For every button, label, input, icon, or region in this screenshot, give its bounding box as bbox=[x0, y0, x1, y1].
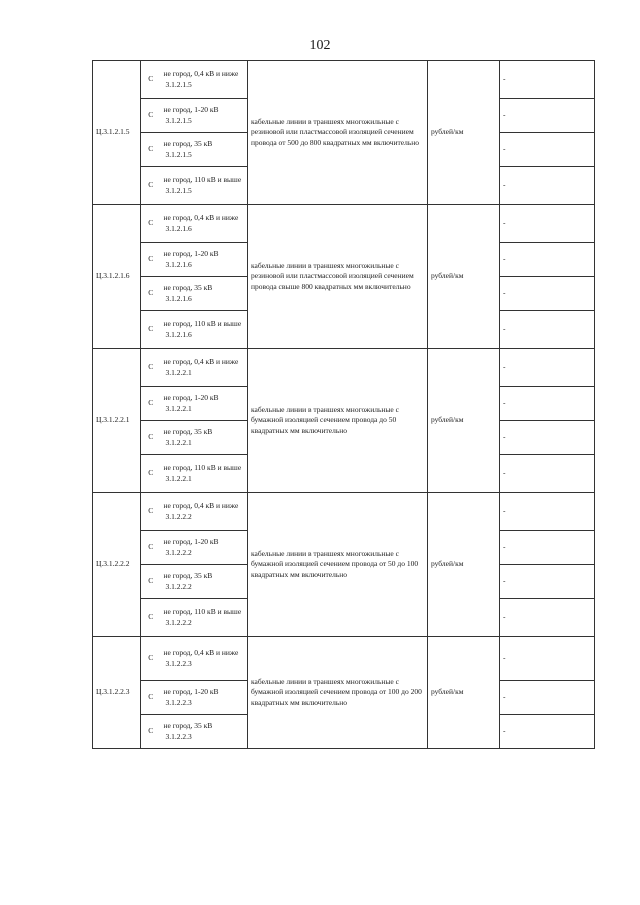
unit-of-measure: рублей/км bbox=[428, 637, 500, 749]
rate-value: - bbox=[500, 99, 595, 133]
voltage-cell bbox=[161, 243, 248, 277]
section-reference: 3.1.2.1.5 bbox=[165, 79, 192, 89]
rate-value: - bbox=[500, 133, 595, 167]
voltage-label: не город, 35 кВ bbox=[163, 283, 213, 293]
voltage-cell bbox=[161, 99, 248, 133]
rate-value: - bbox=[500, 599, 595, 637]
voltage-cell bbox=[161, 565, 248, 599]
section-reference: 3.1.2.2.2 bbox=[165, 581, 192, 591]
rate-value: - bbox=[500, 243, 595, 277]
section-reference: 3.1.2.2.1 bbox=[165, 367, 192, 377]
voltage-cell bbox=[161, 349, 248, 387]
rate-value: - bbox=[500, 311, 595, 349]
rate-value: - bbox=[500, 167, 595, 205]
voltage-cell bbox=[161, 599, 248, 637]
tariff-table bbox=[92, 60, 595, 749]
rate-value: - bbox=[500, 493, 595, 531]
table-row bbox=[93, 493, 595, 531]
voltage-cell bbox=[161, 681, 248, 715]
section-reference: 3.1.2.1.5 bbox=[165, 115, 192, 125]
voltage-label: не город, 110 кВ и выше bbox=[163, 175, 242, 185]
page-number: 102 bbox=[309, 38, 331, 53]
unit-of-measure: рублей/км bbox=[428, 493, 500, 637]
voltage-label: не город, 0,4 кВ и ниже bbox=[163, 357, 239, 367]
unit-of-measure: рублей/км bbox=[428, 61, 500, 205]
voltage-label: не город, 110 кВ и выше bbox=[163, 607, 242, 617]
unit-of-measure: рублей/км bbox=[428, 349, 500, 493]
unit-of-measure: рублей/км bbox=[428, 205, 500, 349]
category-letter: С bbox=[141, 387, 161, 421]
cable-description: кабельные линии в траншеях многожильные с бумажной изоляцией сечением провода от 50 до 100 квадратных мм включительно bbox=[248, 493, 428, 637]
category-letter: С bbox=[141, 421, 161, 455]
rate-value: - bbox=[500, 61, 595, 99]
category-letter: С bbox=[141, 99, 161, 133]
section-reference: 3.1.2.2.2 bbox=[165, 511, 192, 521]
voltage-label: не город, 1-20 кВ bbox=[163, 537, 219, 547]
cable-description: кабельные линии в траншеях многожильные с бумажной изоляцией сечением провода до 50 квадратных мм включительно bbox=[248, 349, 428, 493]
rate-value: - bbox=[500, 455, 595, 493]
section-reference: 3.1.2.2.3 bbox=[165, 697, 192, 707]
section-reference: 3.1.2.1.6 bbox=[165, 329, 192, 339]
section-reference: 3.1.2.2.3 bbox=[165, 658, 192, 668]
category-letter: С bbox=[141, 493, 161, 531]
item-code: Ц.3.1.2.2.2 bbox=[93, 493, 141, 637]
voltage-label: не город, 0,4 кВ и ниже bbox=[163, 69, 239, 79]
category-letter: С bbox=[141, 133, 161, 167]
voltage-label: не город, 0,4 кВ и ниже bbox=[163, 213, 239, 223]
category-letter: С bbox=[141, 205, 161, 243]
voltage-cell bbox=[161, 531, 248, 565]
rate-value: - bbox=[500, 715, 595, 749]
rate-value: - bbox=[500, 277, 595, 311]
item-code: Ц.3.1.2.1.5 bbox=[93, 61, 141, 205]
voltage-cell bbox=[161, 637, 248, 681]
voltage-label: не город, 35 кВ bbox=[163, 139, 213, 149]
voltage-cell bbox=[161, 311, 248, 349]
section-reference: 3.1.2.2.2 bbox=[165, 547, 192, 557]
table-row bbox=[93, 205, 595, 243]
rate-value: - bbox=[500, 421, 595, 455]
voltage-cell bbox=[161, 205, 248, 243]
voltage-label: не город, 1-20 кВ bbox=[163, 687, 219, 697]
category-letter: С bbox=[141, 61, 161, 99]
category-letter: С bbox=[141, 349, 161, 387]
category-letter: С bbox=[141, 599, 161, 637]
rate-value: - bbox=[500, 349, 595, 387]
voltage-label: не город, 0,4 кВ и ниже bbox=[163, 501, 239, 511]
voltage-cell bbox=[161, 387, 248, 421]
rate-value: - bbox=[500, 387, 595, 421]
section-reference: 3.1.2.1.6 bbox=[165, 293, 192, 303]
rate-value: - bbox=[500, 681, 595, 715]
tariff-table-body bbox=[93, 61, 595, 749]
voltage-label: не город, 1-20 кВ bbox=[163, 249, 219, 259]
category-letter: С bbox=[141, 243, 161, 277]
category-letter: С bbox=[141, 531, 161, 565]
voltage-label: не город, 1-20 кВ bbox=[163, 393, 219, 403]
voltage-label: не город, 35 кВ bbox=[163, 427, 213, 437]
voltage-cell bbox=[161, 61, 248, 99]
item-code: Ц.3.1.2.2.1 bbox=[93, 349, 141, 493]
section-reference: 3.1.2.1.6 bbox=[165, 223, 192, 233]
voltage-label: не город, 110 кВ и выше bbox=[163, 319, 242, 329]
table-row bbox=[93, 637, 595, 681]
cable-description: кабельные линии в траншеях многожильные с резиновой или пластмассовой изоляцией сечением провода свыше 800 квадратных мм включительно bbox=[248, 205, 428, 349]
category-letter: С bbox=[141, 455, 161, 493]
rate-value: - bbox=[500, 205, 595, 243]
rate-value: - bbox=[500, 565, 595, 599]
section-reference: 3.1.2.2.1 bbox=[165, 437, 192, 447]
item-code: Ц.3.1.2.2.3 bbox=[93, 637, 141, 749]
category-letter: С bbox=[141, 277, 161, 311]
category-letter: С bbox=[141, 637, 161, 681]
voltage-label: не город, 0,4 кВ и ниже bbox=[163, 648, 239, 658]
section-reference: 3.1.2.1.6 bbox=[165, 259, 192, 269]
section-reference: 3.1.2.1.5 bbox=[165, 185, 192, 195]
section-reference: 3.1.2.2.3 bbox=[165, 731, 192, 741]
cable-description: кабельные линии в траншеях многожильные с бумажной изоляцией сечением провода от 100 до 200 квадратных мм включительно bbox=[248, 637, 428, 749]
rate-value: - bbox=[500, 531, 595, 565]
voltage-cell bbox=[161, 493, 248, 531]
voltage-cell bbox=[161, 167, 248, 205]
voltage-cell bbox=[161, 715, 248, 749]
category-letter: С bbox=[141, 565, 161, 599]
category-letter: С bbox=[141, 311, 161, 349]
category-letter: С bbox=[141, 167, 161, 205]
item-code: Ц.3.1.2.1.6 bbox=[93, 205, 141, 349]
section-reference: 3.1.2.2.2 bbox=[165, 617, 192, 627]
cable-description: кабельные линии в траншеях многожильные с резиновой или пластмассовой изоляцией сечением провода от 500 до 800 квадратных мм включительно bbox=[248, 61, 428, 205]
voltage-label: не город, 35 кВ bbox=[163, 721, 213, 731]
table-row bbox=[93, 61, 595, 99]
voltage-cell bbox=[161, 421, 248, 455]
table-row bbox=[93, 349, 595, 387]
section-reference: 3.1.2.2.1 bbox=[165, 403, 192, 413]
voltage-cell bbox=[161, 455, 248, 493]
voltage-label: не город, 35 кВ bbox=[163, 571, 213, 581]
rate-value: - bbox=[500, 637, 595, 681]
category-letter: С bbox=[141, 715, 161, 749]
voltage-cell bbox=[161, 277, 248, 311]
voltage-cell bbox=[161, 133, 248, 167]
voltage-label: не город, 110 кВ и выше bbox=[163, 463, 242, 473]
voltage-label: не город, 1-20 кВ bbox=[163, 105, 219, 115]
category-letter: С bbox=[141, 681, 161, 715]
section-reference: 3.1.2.2.1 bbox=[165, 473, 192, 483]
section-reference: 3.1.2.1.5 bbox=[165, 149, 192, 159]
